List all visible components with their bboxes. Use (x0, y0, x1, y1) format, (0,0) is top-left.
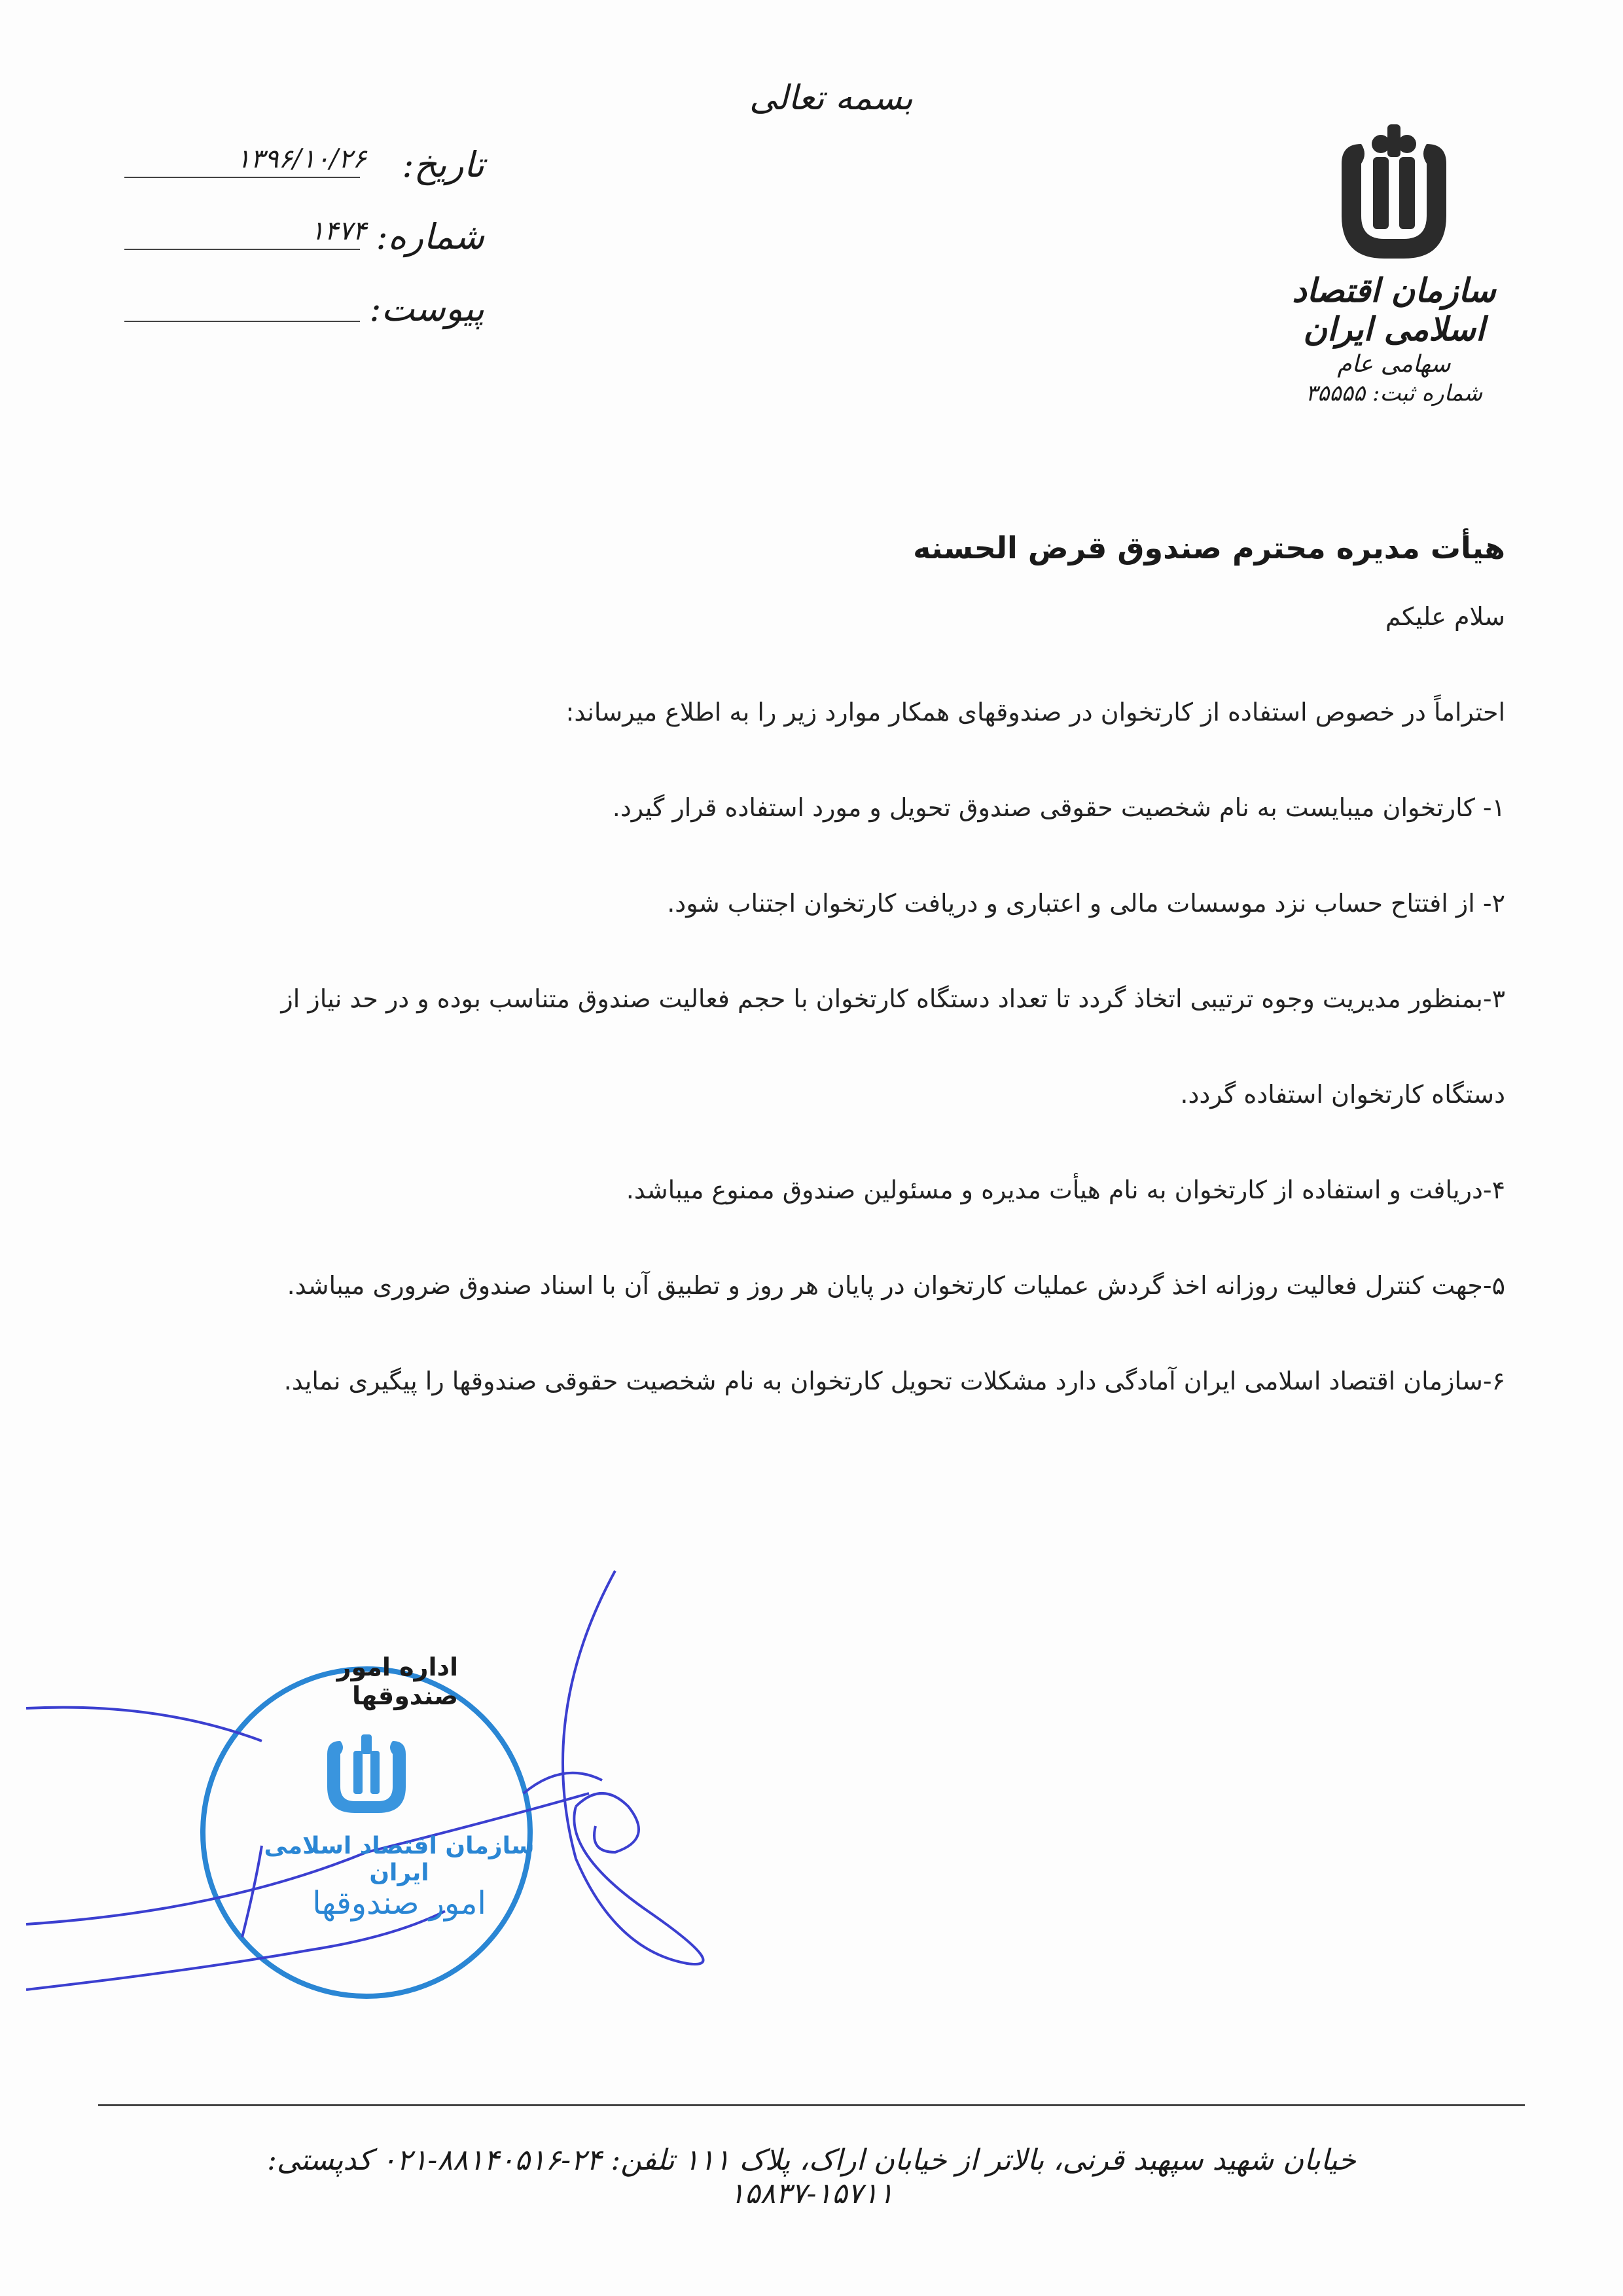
footer-address: خیابان شهید سپهبد قرنی، بالاتر از خیابان اراک، پلاک ۱۱۱ تلفن: ۲۴-۸۸۱۴۰۵۱۶-۰۲۱ کدپستی: ۱۵۷۱۱-۱۵۸۳۷ (267, 2144, 1356, 2210)
attachment-line (124, 321, 360, 322)
signing-department: اداره امور صندوقها (336, 1653, 458, 1710)
date-label: تاریخ: (402, 144, 484, 185)
number-label: شماره: (376, 216, 484, 257)
organization-block (1243, 118, 1544, 406)
date-row (118, 137, 484, 209)
list-item: ۶-سازمان اقتصاد اسلامی ایران آمادگی دارد مشکلات تحویل کارتخوان به نام شخصیت حقوقی صندوقها را پیگیری نماید. (283, 1367, 1505, 1395)
invocation-header: بسمه تعالی (749, 79, 913, 118)
list-item: ۴-دریافت و استفاده از کارتخوان به نام هیأت مدیره و مسئولین صندوق ممنوع میباشد. (626, 1175, 1505, 1204)
letter-meta (118, 137, 484, 353)
organization-type: سهامی عام (1337, 351, 1451, 378)
list-item: ۵-جهت کنترل فعالیت روزانه اخذ گردش عملیات کارتخوان در پایان هر روز و تطبیق آن با اسناد صندوق ضروری میباشد. (287, 1271, 1505, 1300)
number-value: ۱۴۷۴ (310, 216, 366, 246)
number-line (124, 249, 360, 250)
organization-registration: شماره ثبت: ۳۵۵۵۵ (1305, 380, 1483, 406)
list-item-continuation: دستگاه کارتخوان استفاده گردد. (1180, 1080, 1505, 1109)
intro-paragraph: احتراماً در خصوص استفاده از کارتخوان در صندوقهای همکار موارد زیر را به اطلاع میرساند: (565, 698, 1505, 726)
organization-logo-icon (1315, 118, 1472, 268)
list-item: ۲- از افتتاح حساب نزد موسسات مالی و اعتباری و دریافت کارتخوان اجتناب شود. (667, 889, 1505, 918)
list-item: ۱- کارتخوان میبایست به نام شخصیت حقوقی صندوق تحویل و مورد استفاده قرار گیرد. (612, 793, 1505, 822)
date-line (124, 177, 360, 178)
seal-emblem-icon (327, 1734, 406, 1813)
attachment-row (118, 281, 484, 353)
signature-strokes (26, 1571, 704, 1990)
organization-name: سازمان اقتصاد اسلامی ایران (1292, 271, 1496, 348)
number-row (118, 209, 484, 281)
attachment-label: پیوست: (369, 288, 484, 329)
seal-organization-text: سازمان اقتصاد اسلامی ایران (264, 1833, 535, 1886)
seal-and-signature (26, 1545, 877, 2003)
greeting: سلام علیکم (1385, 602, 1505, 631)
letter-body (118, 517, 1505, 1456)
list-item: ۳-بمنظور مدیریت وجوه ترتیبی اتخاذ گردد تا تعداد دستگاه کارتخوان با حجم فعالیت صندوق متناسب بوده و در حد نیاز از (281, 984, 1505, 1013)
recipient-heading: هیأت مدیره محترم صندوق قرض الحسنه (913, 530, 1505, 565)
footer-divider (98, 2104, 1525, 2106)
date-value: ۱۳۹۶/۱۰/۲۶ (236, 144, 366, 174)
seal-department-text: امور صندوقها (312, 1885, 486, 1922)
